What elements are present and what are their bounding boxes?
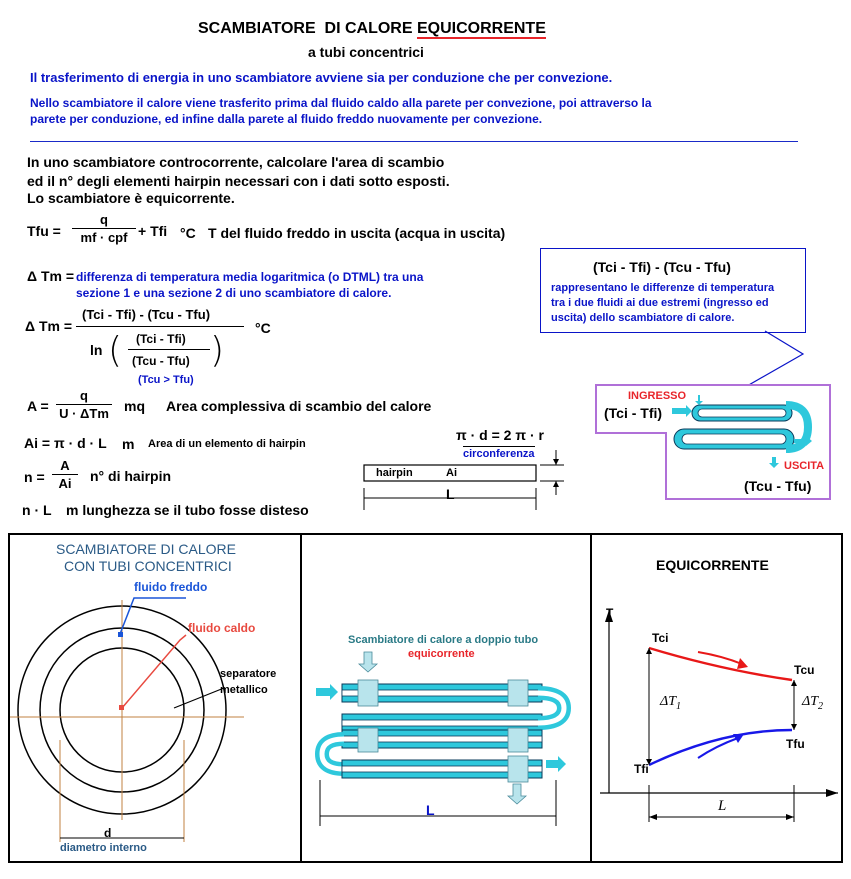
diametro-label: diametro interno (60, 842, 147, 854)
problem-line-2: ed il n° degli elementi hairpin necessari con i dati sotto esposti. (27, 173, 450, 189)
n-fraction (52, 458, 78, 491)
title-highlight: EQUICORRENTE (416, 20, 546, 37)
a-description: Area complessiva di scambio del calore (166, 398, 432, 414)
intro-line-2a: Nello scambiatore il calore viene trasferito prima dal fluido caldo alla parete per convezione, poi attraverso la (30, 96, 652, 110)
tfu-description: T del fluido freddo in uscita (acqua in uscita) (208, 225, 506, 241)
panel1-title-2: CON TUBI CONCENTRICI (64, 558, 232, 574)
double-pipe-diagram (302, 650, 590, 835)
fluido-freddo-label: fluido freddo (134, 580, 208, 594)
dtm-inner-denominator: (Tcu - Tfu) (132, 354, 190, 368)
dtm-numerator: (Tci - Tfi) - (Tcu - Tfu) (82, 307, 211, 322)
dtm-main-bar (76, 326, 244, 327)
callout-text-2: tra i due fluidi ai due estremi (ingresso ed (551, 297, 769, 309)
page-subtitle: a tubi concentrici (308, 44, 424, 60)
chart-x-label: L (718, 798, 727, 814)
ingresso-diff: (Tci - Tfi) (604, 405, 663, 421)
ingresso-label: INGRESSO (628, 390, 687, 402)
chart-dt2-sub: 2 (818, 700, 824, 712)
callout-title: (Tci - Tfi) - (Tcu - Tfu) (593, 259, 731, 275)
chart-dt1-label (660, 694, 681, 712)
ai-expression: Ai = π · d · L (24, 435, 107, 451)
title-prefix: SCAMBIATORE DI CALORE (198, 20, 417, 37)
tfu-unit: °C (180, 225, 196, 241)
panel2-caption-2: equicorrente (408, 648, 475, 660)
tfu-fraction (72, 212, 136, 245)
dtm-desc-1: differenza di temperatura media logaritmica (o DTML) tra una (76, 270, 424, 284)
page-title (198, 20, 546, 38)
chart-y-axis-label: T (606, 606, 614, 620)
problem-line-1: In uno scambiatore controcorrente, calcolare l'area di scambio (27, 154, 445, 170)
ai-description: Area di un elemento di hairpin (148, 438, 306, 450)
dtm-ln: ln (90, 342, 103, 358)
circumference-formula: π · d = 2 π · r (456, 427, 544, 443)
hairpin-label: hairpin (376, 467, 413, 479)
concentric-diagram (10, 580, 300, 860)
a-numerator: q (80, 388, 88, 403)
dtm-inner-bar (128, 349, 210, 350)
a-lhs: A = (27, 398, 49, 414)
uscita-label: USCITA (784, 460, 825, 472)
ai-unit: m (122, 436, 135, 452)
chart-dt1-sub: 1 (676, 700, 682, 712)
chart-dt2-label (802, 694, 823, 712)
intro-line-2b: parete per conduzione, ed infine dalla parete al fluido freddo nuovamente per convezione. (30, 112, 543, 126)
a-unit: mq (124, 398, 145, 414)
tfu-numerator: q (100, 212, 108, 227)
panel2-l-label: L (426, 802, 435, 818)
n-numerator: A (60, 458, 70, 473)
chart-tfu-label: Tfu (786, 737, 805, 751)
tfu-denominator: mf · cpf (80, 230, 128, 245)
separatore-label-2: metallico (220, 684, 268, 696)
chart-tfi-label: Tfi (634, 762, 649, 776)
nl-expression: n · L (22, 502, 52, 518)
chart-tcu-label: Tcu (794, 663, 815, 677)
a-fraction (56, 388, 112, 421)
header-divider (30, 141, 798, 142)
dtm-desc-2: sezione 1 e una sezione 2 di uno scambiatore di calore. (76, 286, 392, 300)
panel2-caption-1: Scambiatore di calore a doppio tubo (348, 634, 539, 646)
panel1-title-1: SCAMBIATORE DI CALORE (56, 541, 236, 557)
uscita-diff: (Tcu - Tfu) (744, 478, 812, 494)
callout-text-3: uscita) dello scambiatore di calore. (551, 312, 735, 324)
dtm-paren-right: ) (210, 330, 225, 371)
dtm-unit: °C (255, 320, 271, 336)
separatore-label-1: separatore (220, 668, 277, 680)
tfu-lhs: Tfu = (27, 223, 61, 239)
fluido-caldo-label: fluido caldo (188, 621, 256, 635)
equicorrente-chart (592, 600, 842, 830)
nl-description: m lunghezza se il tubo fosse disteso (66, 502, 309, 518)
chart-dt2-text: ΔT (802, 694, 819, 709)
hairpin-ai-label: Ai (446, 467, 457, 479)
n-denominator: Ai (58, 476, 72, 491)
callout-box (540, 248, 806, 333)
chart-tci-label: Tci (652, 631, 669, 645)
dtm-condition: (Tcu > Tfu) (138, 374, 194, 386)
a-denominator: U · ΔTm (59, 406, 109, 421)
dtm-inner-numerator: (Tci - Tfi) (136, 332, 186, 346)
n-description: n° di hairpin (90, 468, 172, 484)
chart-dt1-text: ΔT (660, 694, 677, 709)
tfu-rest: + Tfi (138, 223, 168, 239)
n-lhs: n = (24, 469, 45, 485)
circumference-label: circonferenza (463, 448, 535, 460)
problem-line-3: Lo scambiatore è equicorrente. (27, 190, 235, 206)
dtm-lhs: Δ Tm = (25, 318, 73, 334)
hairpin-l-label: L (446, 486, 455, 502)
dtm-paren-left: ( (108, 330, 123, 371)
dtm-def-lhs: Δ Tm = (27, 268, 75, 284)
d-label: d (104, 826, 112, 840)
panel3-title: EQUICORRENTE (656, 557, 769, 573)
intro-line-1: Il trasferimento di energia in uno scambiatore avviene sia per conduzione che per convezione. (30, 70, 613, 85)
callout-text-1: rappresentano le differenze di temperatura (551, 282, 775, 294)
